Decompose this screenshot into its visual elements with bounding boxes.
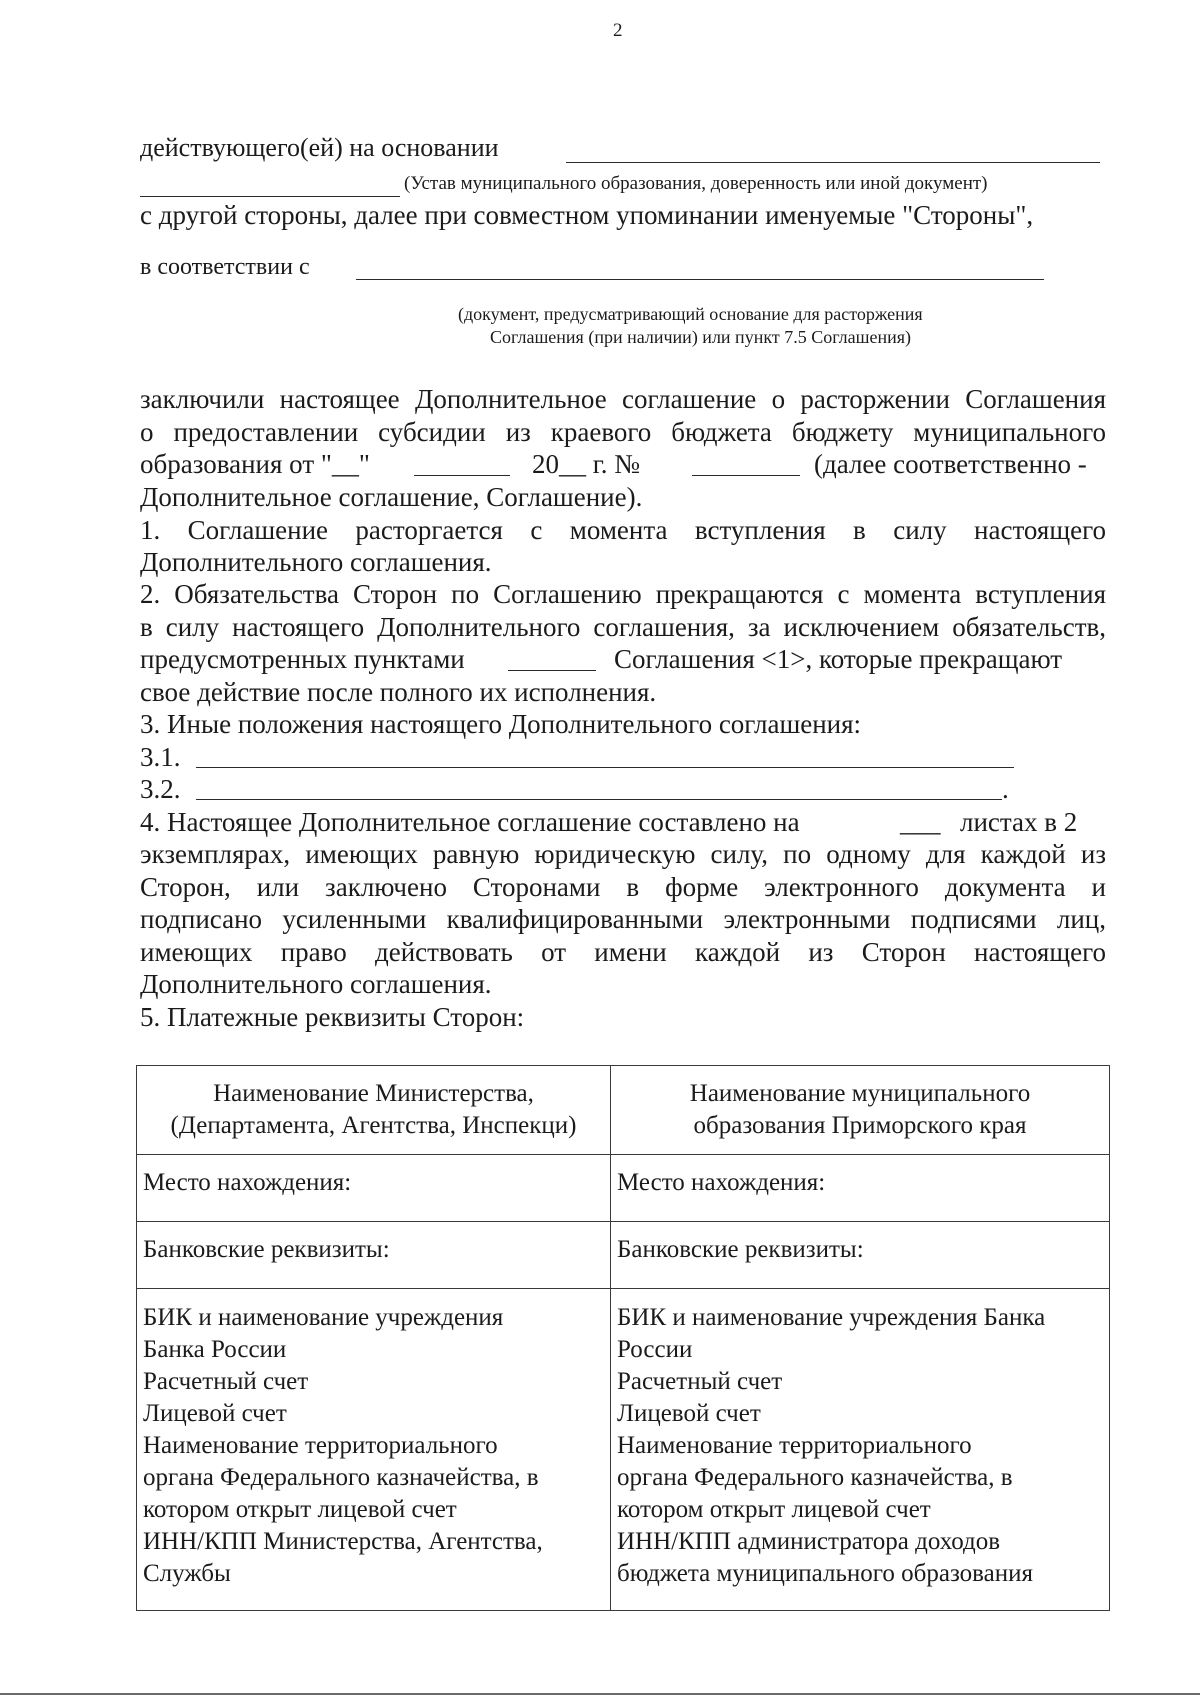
detail-line: ИНН/КПП администратора доходов bbox=[617, 1528, 1001, 1555]
clause-3-2-blank bbox=[196, 799, 1002, 800]
intro-line-3-end: (далее соответственно - bbox=[814, 449, 1087, 479]
clause-4-line-4: подписано усиленными квалифицированными электронными подписями лиц, bbox=[140, 904, 1106, 934]
detail-line: Банка России bbox=[143, 1336, 287, 1363]
accordance-blank-line bbox=[356, 279, 1044, 280]
detail-line: котором открыт лицевой счет bbox=[143, 1496, 457, 1523]
clause-4-line-1-start: 4. Настоящее Дополнительное соглашение составлено на bbox=[140, 807, 800, 837]
detail-line: бюджета муниципального образования bbox=[617, 1560, 1034, 1587]
bank-right-cell: Банковские реквизиты: bbox=[611, 1222, 1110, 1289]
date-month-blank bbox=[414, 475, 510, 476]
bank-left-cell: Банковские реквизиты: bbox=[137, 1222, 611, 1289]
municipality-header-line-1: Наименование муниципального bbox=[689, 1080, 1031, 1107]
detail-line: БИК и наименование учреждения Банка bbox=[617, 1304, 1046, 1331]
clause-3-2-label: 3.2. bbox=[140, 774, 181, 804]
agreement-number-blank bbox=[692, 475, 800, 476]
clause-2-line-3-end: Соглашения <1>, которые прекращают bbox=[614, 644, 1063, 674]
clause-1-line-1: 1. Соглашение расторгается с момента вступления в силу настоящего bbox=[140, 515, 1106, 545]
clause-2-line-1: 2. Обязательства Сторон по Соглашению прекращаются с момента вступления bbox=[140, 579, 1106, 609]
clause-3-1-label: 3.1. bbox=[140, 742, 181, 772]
clause-4-line-3: Сторон, или заключено Сторонами в форме электронного документа и bbox=[140, 872, 1106, 902]
page-number: 2 bbox=[613, 20, 623, 41]
detail-line: БИК и наименование учреждения bbox=[143, 1304, 504, 1331]
ministry-header-line-1: Наименование Министерства, bbox=[213, 1080, 534, 1107]
detail-line: Лицевой счет bbox=[617, 1400, 761, 1427]
document-note-line-1: (документ, предусматривающий основание для расторжения bbox=[458, 304, 923, 324]
clause-3-heading: 3. Иные положения настоящего Дополнительного соглашения: bbox=[140, 709, 862, 739]
detail-line: Расчетный счет bbox=[617, 1368, 783, 1395]
detail-line: Наименование территориального bbox=[143, 1432, 498, 1459]
detail-line: котором открыт лицевой счет bbox=[617, 1496, 931, 1523]
clause-5-heading: 5. Платежные реквизиты Сторон: bbox=[140, 1002, 525, 1032]
clause-2-line-2: в силу настоящего Дополнительного соглашения, за исключением обязательств, bbox=[140, 612, 1106, 642]
details-right-cell bbox=[611, 1289, 1110, 1611]
ministry-header-line-2: (Департамента, Агентства, Инспекци) bbox=[170, 1112, 577, 1139]
detail-line: Лицевой счет bbox=[143, 1400, 287, 1427]
location-left-cell: Место нахождения: bbox=[137, 1155, 611, 1222]
other-party-text: с другой стороны, далее при совместном упоминании именуемые "Стороны", bbox=[140, 200, 1034, 230]
clause-3-1-blank bbox=[196, 767, 1014, 768]
detail-line: Расчетный счет bbox=[143, 1368, 309, 1395]
location-right-cell: Место нахождения: bbox=[611, 1155, 1110, 1222]
scan-bottom-edge bbox=[0, 1693, 1200, 1695]
clause-4-line-5: имеющих право действовать от имени каждой из Сторон настоящего bbox=[140, 937, 1106, 967]
intro-line-4: Дополнительное соглашение, Соглашение). bbox=[140, 482, 643, 512]
acting-basis-text: действующего(ей) на основании bbox=[140, 133, 499, 162]
detail-line: Наименование территориального bbox=[617, 1432, 972, 1459]
table-row bbox=[137, 1289, 1110, 1611]
clause-4-line-2: экземплярах, имеющих равную юридическую силу, по одному для каждой из bbox=[140, 839, 1106, 869]
intro-line-3-year: 20__ г. № bbox=[532, 449, 641, 479]
document-note-line-2: Соглашения (при наличии) или пункт 7.5 Соглашения) bbox=[490, 327, 912, 347]
detail-line: Службы bbox=[143, 1560, 231, 1587]
clause-1-line-2: Дополнительного соглашения. bbox=[140, 547, 492, 577]
clauses-blank bbox=[508, 670, 596, 671]
ministry-header-cell bbox=[137, 1066, 611, 1155]
clause-4-line-6: Дополнительного соглашения. bbox=[140, 969, 492, 999]
clause-4-line-1-end: листах в 2 bbox=[960, 807, 1078, 837]
basis-blank-line bbox=[566, 162, 1100, 163]
detail-line: ИНН/КПП Министерства, Агентства, bbox=[143, 1528, 543, 1555]
table-row bbox=[137, 1155, 1110, 1222]
table-header-row bbox=[137, 1066, 1110, 1155]
table-row bbox=[137, 1222, 1110, 1289]
detail-line: органа Федерального казначейства, в bbox=[143, 1464, 539, 1491]
intro-line-1: заключили настоящее Дополнительное соглашение о расторжении Соглашения bbox=[140, 384, 1106, 414]
accordance-text: в соответствии с bbox=[140, 254, 310, 280]
clause-2-line-4: свое действие после полного их исполнения. bbox=[140, 677, 657, 707]
detail-line: органа Федерального казначейства, в bbox=[617, 1464, 1013, 1491]
basis-blank-line-2 bbox=[140, 196, 400, 197]
detail-line: России bbox=[617, 1336, 693, 1363]
details-left-cell bbox=[137, 1289, 611, 1611]
sheets-blank: ___ bbox=[900, 807, 941, 837]
intro-line-2: о предоставлении субсидии из краевого бюджета бюджету муниципального bbox=[140, 417, 1106, 447]
municipality-header-cell bbox=[611, 1066, 1110, 1155]
municipality-header-line-2: образования Приморского края bbox=[693, 1112, 1027, 1139]
intro-line-3-start: образования от "__" bbox=[140, 449, 370, 479]
clause-2-line-3-start: предусмотренных пунктами bbox=[140, 644, 465, 674]
payment-details-table bbox=[136, 1065, 1110, 1611]
clause-3-2-period: . bbox=[1002, 774, 1009, 804]
basis-note: (Устав муниципального образования, доверенность или иной документ) bbox=[404, 173, 988, 194]
